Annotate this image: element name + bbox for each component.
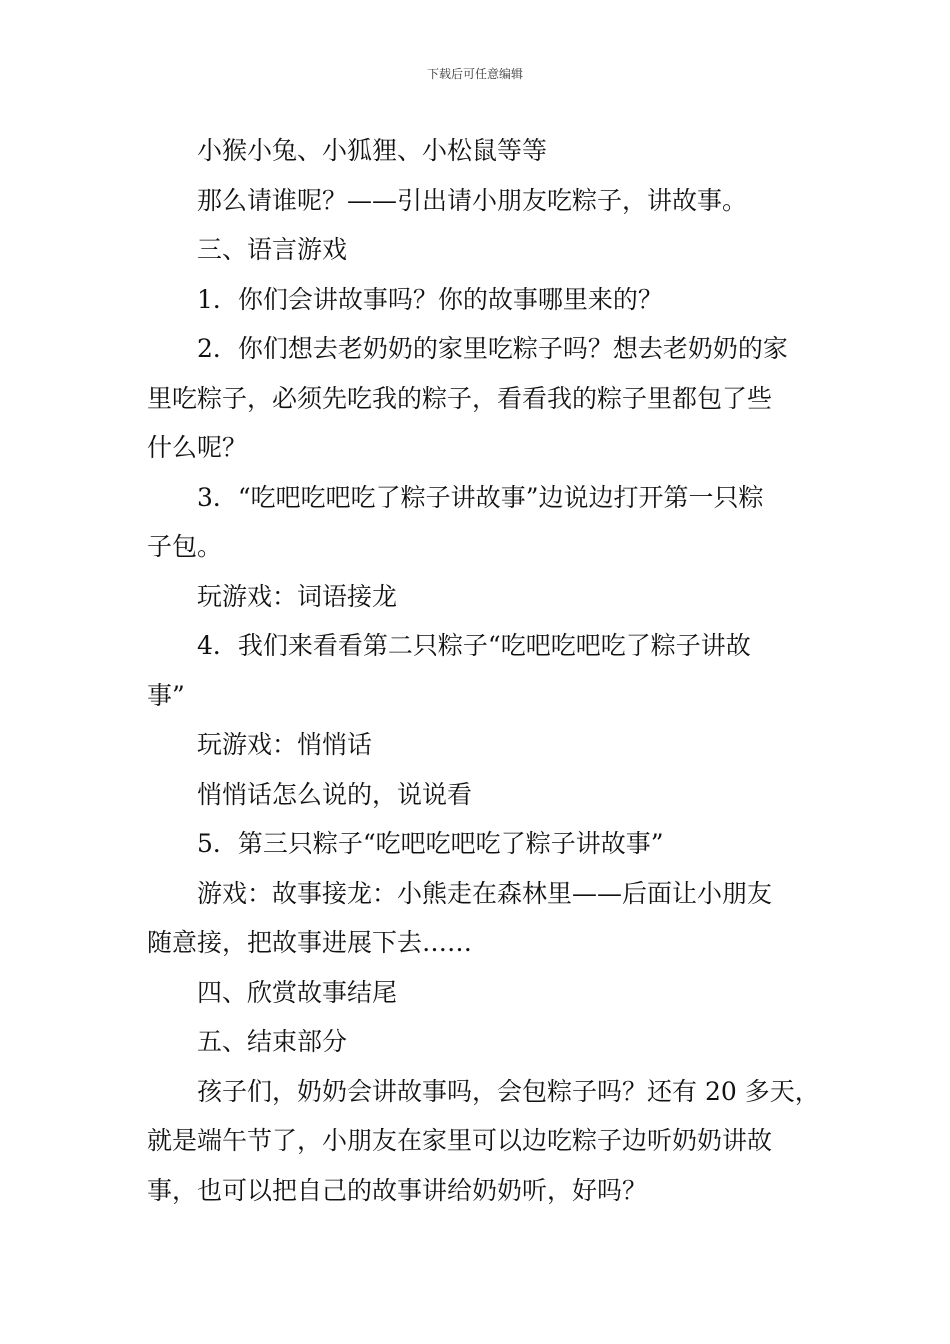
list-item: 3．“吃吧吃吧吃了粽子讲故事”边说边打开第一只粽	[197, 482, 764, 512]
text-line: 里吃粽子，必须先吃我的粽子，看看我的粽子里都包了些	[147, 383, 773, 413]
text-line: 孩子们，奶奶会讲故事吗，会包粽子吗？还有 20 多天，	[197, 1076, 820, 1106]
section-heading: 四、欣赏故事结尾	[197, 977, 398, 1007]
text-line: 子包。	[147, 532, 223, 561]
text-line: 随意接，把故事进展下去……	[147, 928, 473, 957]
list-item: 1．你们会讲故事吗？你的故事哪里来的？	[197, 284, 663, 314]
text-line: 事，也可以把自己的故事讲给奶奶听，好吗？	[147, 1175, 648, 1205]
text-line: 小猴小兔、小狐狸、小松鼠等等	[197, 136, 548, 165]
list-item: 4．我们来看看第二只粽子“吃吧吃吧吃了粽子讲故	[197, 631, 751, 660]
document-body	[147, 126, 820, 1215]
section-heading: 五、结束部分	[197, 1027, 348, 1056]
text-line: 那么请谁呢？——引出请小朋友吃粽子，讲故事。	[197, 185, 748, 215]
text-line: 就是端午节了，小朋友在家里可以边吃粽子边听奶奶讲故	[147, 1126, 773, 1155]
text-line: 悄悄话怎么说的，说说看	[197, 779, 473, 809]
text-line: 玩游戏：悄悄话	[197, 730, 373, 759]
text-line: 事”	[147, 680, 185, 710]
text-line: 玩游戏：词语接龙	[197, 581, 398, 611]
page-header-note: 下载后可任意编辑	[426, 67, 523, 81]
list-item: 5．第三只粽子“吃吧吃吧吃了粽子讲故事”	[197, 829, 664, 858]
list-item: 2．你们想去老奶奶的家里吃粽子吗？想去老奶奶的家	[197, 334, 788, 363]
text-line: 什么呢？	[147, 433, 248, 462]
text-line: 游戏：故事接龙：小熊走在森林里——后面让小朋友	[197, 878, 773, 908]
section-heading: 三、语言游戏	[197, 235, 348, 264]
